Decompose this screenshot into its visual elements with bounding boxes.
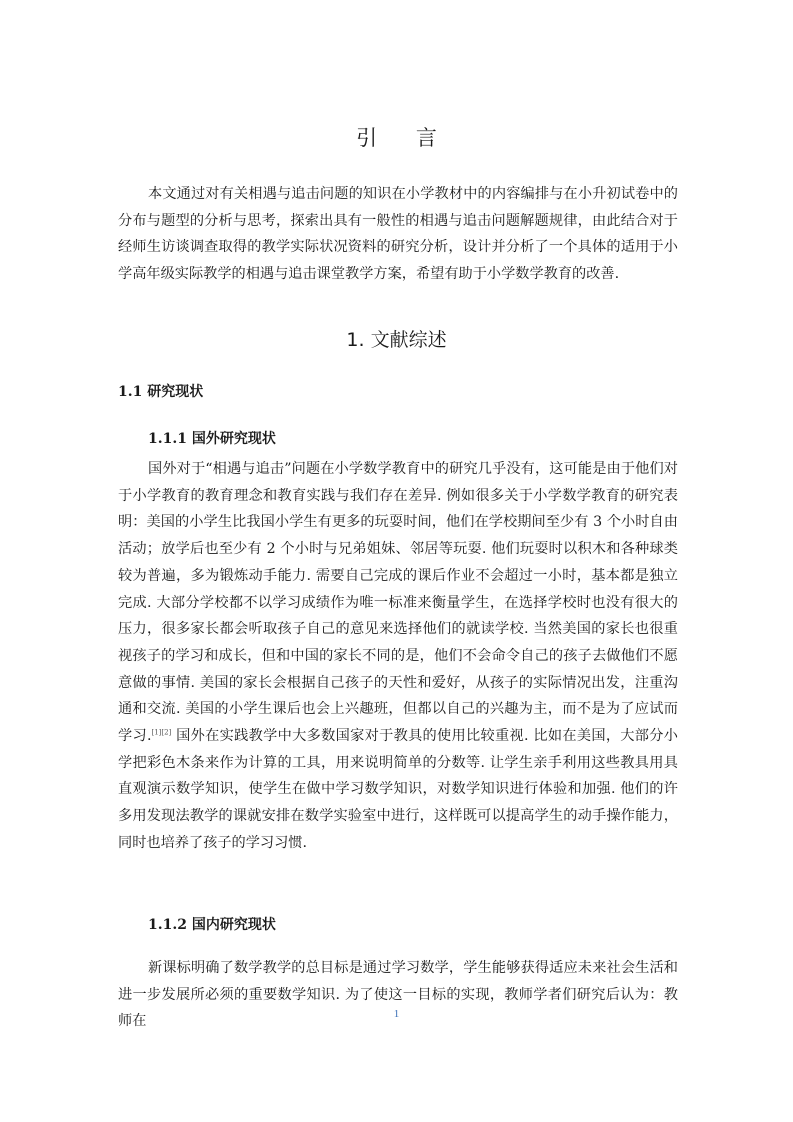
subsection-heading-research-status: 1.1 研究现状	[118, 384, 204, 400]
page-title: 引 言	[356, 126, 453, 150]
citation-marker: [1][2]	[151, 728, 172, 737]
section-heading-literature-review: 1. 文献综述	[346, 329, 447, 351]
foreign-text-part-b: 国外在实践教学中大多数国家对于教具的使用比较重视. 比如在美国，大部分小学把彩色木条来作为计算的工具，用来说明简单的分数等. 让学生亲手利用这些教具用具直观演示数学知识，使学生在做中学习数学知识，对数学知识进行体验和加强. 他们的许多用发现法教学的课就安排在数学实验室中进行，这样既可以提高学生的动手操作能力，同时也培养了孩子的学习习惯.	[118, 728, 678, 851]
page-number: 1	[393, 1008, 400, 1020]
domestic-research-paragraph: 新课标明确了数学教学的总目标是通过学习数学，学生能够获得适应未来社会生活和进一步发展所必须的重要数学知识. 为了使这一目标的实现，教师学者们研究后认为：教师在	[118, 960, 678, 1030]
foreign-text-part-a: 国外对于“相遇与追击”问题在小学数学教育中的研究几乎没有，这可能是由于他们对于小学教育的教育理念和教育实践与我们存在差异. 例如很多关于小学数学教育的研究表明：美国的小学生比我国小学生有更多的玩耍时间，他们在学校期间至少有 3 个小时自由活动；放学后也至少有 2 个小时与兄弟姐妹、邻居等玩耍. 他们玩耍时以积木和各种球类较为普遍，多为锻炼动手能力. 需要自己完成的课后作业不会超过一小时，基本都是独立完成. 大部分学校都不以学习成绩作为唯一标准来衡量学生，在选择学校时也没有很大的压力，很多家长都会听取孩子自己的意见来选择他们的就读学校. 当然美国的家长也很重视孩子的学习和成长，但和中国的家长不同的是，他们不会命令自己的孩子去做他们不愿意做的事情. 美国的家长会根据自己孩子的天性和爱好，从孩子的实际情况出发，注重沟通和交流. 美国的小学生课后也会上兴趣班，但都以自己的兴趣为主，而不是为了应试而学习.	[118, 461, 678, 745]
subsubsection-heading-domestic: 1.1.2 国内研究现状	[148, 917, 276, 933]
foreign-research-paragraph	[118, 456, 678, 857]
subsubsection-heading-foreign: 1.1.1 国外研究现状	[148, 431, 276, 447]
intro-paragraph: 本文通过对有关相遇与追击问题的知识在小学教材中的内容编排与在小升初试卷中的分布与题型的分析与思考，探索出具有一般性的相遇与追击问题解题规律，由此结合对于经师生访谈调查取得的教学实际状况资料的研究分析，设计并分析了一个具体的适用于小学高年级实际教学的相遇与追击课堂教学方案，希望有助于小学数学教育的改善.	[118, 186, 678, 282]
